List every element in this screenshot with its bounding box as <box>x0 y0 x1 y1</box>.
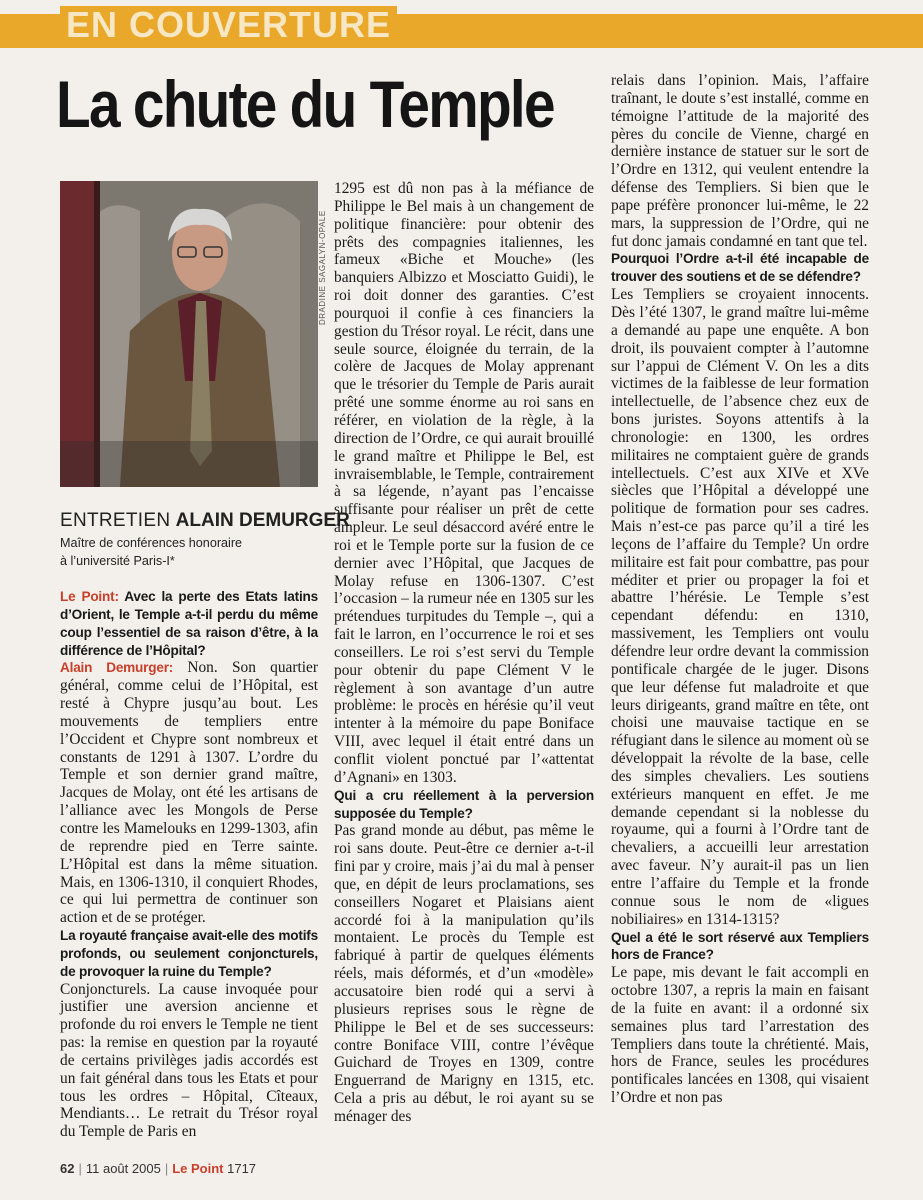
section-label: EN COUVERTURE <box>60 6 397 44</box>
answer-3: Pas grand monde au début, pas même le roi sans doute. Peut-être ce dernier a-t-il fini par y croire, mais j’ai du mal à penser que, en dépit de leurs proclamations, ses conseillers Nogaret et Plaisians aient accordé foi à la manipulation qu’ils montaient. Le procès du Temple est fabriqué à partir de quelques éléments réels, mais déformés, et d’un «modèle» accusatoire bien rodé qui a servi à plusieurs reprises sous le règne de Philippe le Bel et de ses successeurs: contre Boniface VIII, contre l’évêque Guichard de Troyes en 1309, contre Enguerrand de Marigny en 1315, etc. Cela a pris au début, le roi ayant su se ménager des <box>334 822 594 1125</box>
magazine-name: Le Point <box>172 1161 224 1176</box>
interviewee-role-1: Maître de conférences honoraire <box>60 536 243 550</box>
column-3 <box>611 72 869 1107</box>
interview-label: ENTRETIEN <box>60 510 171 531</box>
answer-2: Conjoncturels. La cause invoquée pour justifier une aversion ancienne et profonde du roi envers le Temple ne tient pas: la remise en question par la royauté de certains privilèges jadis accordés est un fait général dans tous les Etats et pour tous les ordres – Hôpital, Cîteaux, Mendiants… Le retrait du Trésor royal du Temple de Paris en <box>60 980 318 1141</box>
answer-1-text: Non. Son quartier général, comme celui de l’Hôpital, est resté à Chypre jusqu’au bout. Les mouvements de templiers entre l’Occident et Chypre sont nombreux et constants de 1291 à 1307. L’ordre du Temple et son dernier grand maître, Jacques de Molay, ont été les artisans de l’alliance avec les Mongols de Perse contre les Mamelouks en 1299-1303, afin de reprendre pied en Terre sainte. L’Hôpital est dans la même situation. Mais, en 1306-1310, il conquiert Rhodes, ce qui lui permettra de continuer son action et de se protéger. <box>60 659 319 927</box>
issue-date: 11 août 2005 <box>85 1161 161 1176</box>
page-number: 62 <box>60 1161 75 1176</box>
photo-illustration <box>60 181 318 487</box>
answer-4: Les Templiers se croyaient innocents. Dès l’été 1307, le grand maître lui-même a demandé au pape une enquête. A bon droit, ils pouvaient compter à l’automne sur l’appui de Clément V. On les a dits victimes de la faiblesse de leur formation intellectuelle, de l’absence chez eux de bons juristes. Soyons attentifs à la chronologie: en 1300, les ordres militaires ne comptaient guère de grands intellectuels. C’est aux XIVe et XVe siècles que l’Hôpital a développé une politique de formation pour ses cadres. Mais n’est-ce pas parce qu’il a tiré les leçons de l’affaire du Temple? Un ordre militaire est fait pour combattre, pas pour méditer et prier ou propager la foi et abattre l’hérésie. Le Temple s’est cependant défendu: en 1310, massivement, les Templiers ont voulu défendre leur ordre devant la commission pontificale chargée de le juger. Disons que leur défense fut maladroite et que leurs dirigeants, grand maître en tête, ont choisi une mauvaise tactique en se réfugiant dans le silence au moment où se développait la révolte de la base, celle des simples chevaliers. Les soutiens extérieurs manquent en effet. Je me demande cependant si la noblesse du royaume, qui a fourni à l’Ordre tant de chevaliers, a accueilli leur arrestation avec faveur. N’y aurait-il pas un lien entre l’affaire du Temple et la fronde connue sous le nom de «ligues nobiliaires» en 1314-1315? <box>611 286 869 928</box>
photo-credit: DRADINE SAGALYN-OPALE <box>318 210 327 325</box>
interviewee-name: ALAIN DEMURGER <box>175 510 350 531</box>
question-4: Pourquoi l’Ordre a-t-il été incapable de trouver des soutiens et de se défendre? <box>611 251 869 285</box>
answer-3-continued: relais dans l’opinion. Mais, l’affaire traînant, le doute s’est installé, comme en témoigne l’attitude de la majorité des pères du concile de Vienne, chargé en dernière instance de statuer sur le sort de l’Ordre en 1312, qui veulent entendre la défense des Templiers. Si bien que le pape préfère prononcer lui-même, le 22 mars, la suppression de l’Ordre, qui ne fut donc jamais condamné en tant que tel. <box>611 72 869 250</box>
interview-heading <box>60 508 350 534</box>
article-headline: La chute du Temple <box>56 67 554 141</box>
issue-number: 1717 <box>227 1161 257 1176</box>
question-1-text: Avec la perte des Etats latins d’Orient, le Temple a-t-il perdu du même coup l’essentiel de sa raison d’être, à la différence de l’Hôpital? <box>60 589 318 658</box>
interview-byline <box>60 508 350 569</box>
question-2: La royauté française avait-elle des motifs profonds, ou seulement conjoncturels, de provoquer la ruine du Temple? <box>60 928 318 979</box>
question-1 <box>60 588 318 659</box>
footer-separator: | <box>164 1161 169 1176</box>
interviewee-label: Alain Demurger: <box>60 660 174 676</box>
interviewee-role-2: à l’université Paris-I* <box>60 553 175 568</box>
page-footer <box>60 1161 256 1176</box>
column-2 <box>334 180 594 1126</box>
column-1 <box>60 588 318 1141</box>
answer-5: Le pape, mis devant le fait accompli en octobre 1307, a repris la main en faisant de la fuite en avant: il a ordonné six semaines plus tard l’arrestation des Templiers dans toute la chrétienté. Mais, hors de France, seules les procédures pontificales lancées en 1308, qui visaient l’Ordre et non pas <box>611 964 869 1107</box>
interviewer-label: Le Point: <box>60 589 119 604</box>
answer-1 <box>60 659 318 927</box>
question-5: Quel a été le sort réservé aux Templiers hors de France? <box>611 929 869 963</box>
interviewee-photo <box>60 181 318 487</box>
question-3: Qui a cru réellement à la perversion supposée du Temple? <box>334 787 594 821</box>
answer-2-continued: 1295 est dû non pas à la méfiance de Philippe le Bel mais à un changement de politique financière: pour obtenir des prêts des compagnies italiennes, les fameux «Biche et Mouche» (les banquiers Albizzo et Mosciatto Guidi), le roi doit donner des garanties. C’est pourquoi il confie à ces financiers la gestion du Trésor royal. Le récit, dans une seule source, éloignée du terrain, de la colère de Jacques de Molay apprenant que le trésorier du Temple de Paris aurait prêté une somme énorme au roi sans en référer, en violation de la règle, à la direction de l’Ordre, ce qui aurait brouillé le grand maître et Philippe le Bel, est invraisemblable, le Temple, contrairement à sa légende, n’ayant pas l’encaisse suffisante pour réaliser un prêt de cette ampleur. Le seul désaccord avéré entre le roi et le Temple porte sur la fusion de ce dernier avec l’Hôpital, que Jacques de Molay refuse en 1306-1307. C’est l’occasion – la rumeur née en 1305 sur les prétendues turpitudes du Temple –, qui a fait le larron, en l’occurrence le roi et ses conseillers. Le roi s’est servi du Temple pour obtenir du pape Clément V le règlement à son avantage d’un autre problème: le procès en hérésie qu’il veut intenter à la mémoire du pape Boniface VIII, avec lequel il était entré dans un conflit violent ponctué par l’«attentat d’Agnani» en 1303. <box>334 180 594 786</box>
footer-separator: | <box>78 1161 82 1176</box>
